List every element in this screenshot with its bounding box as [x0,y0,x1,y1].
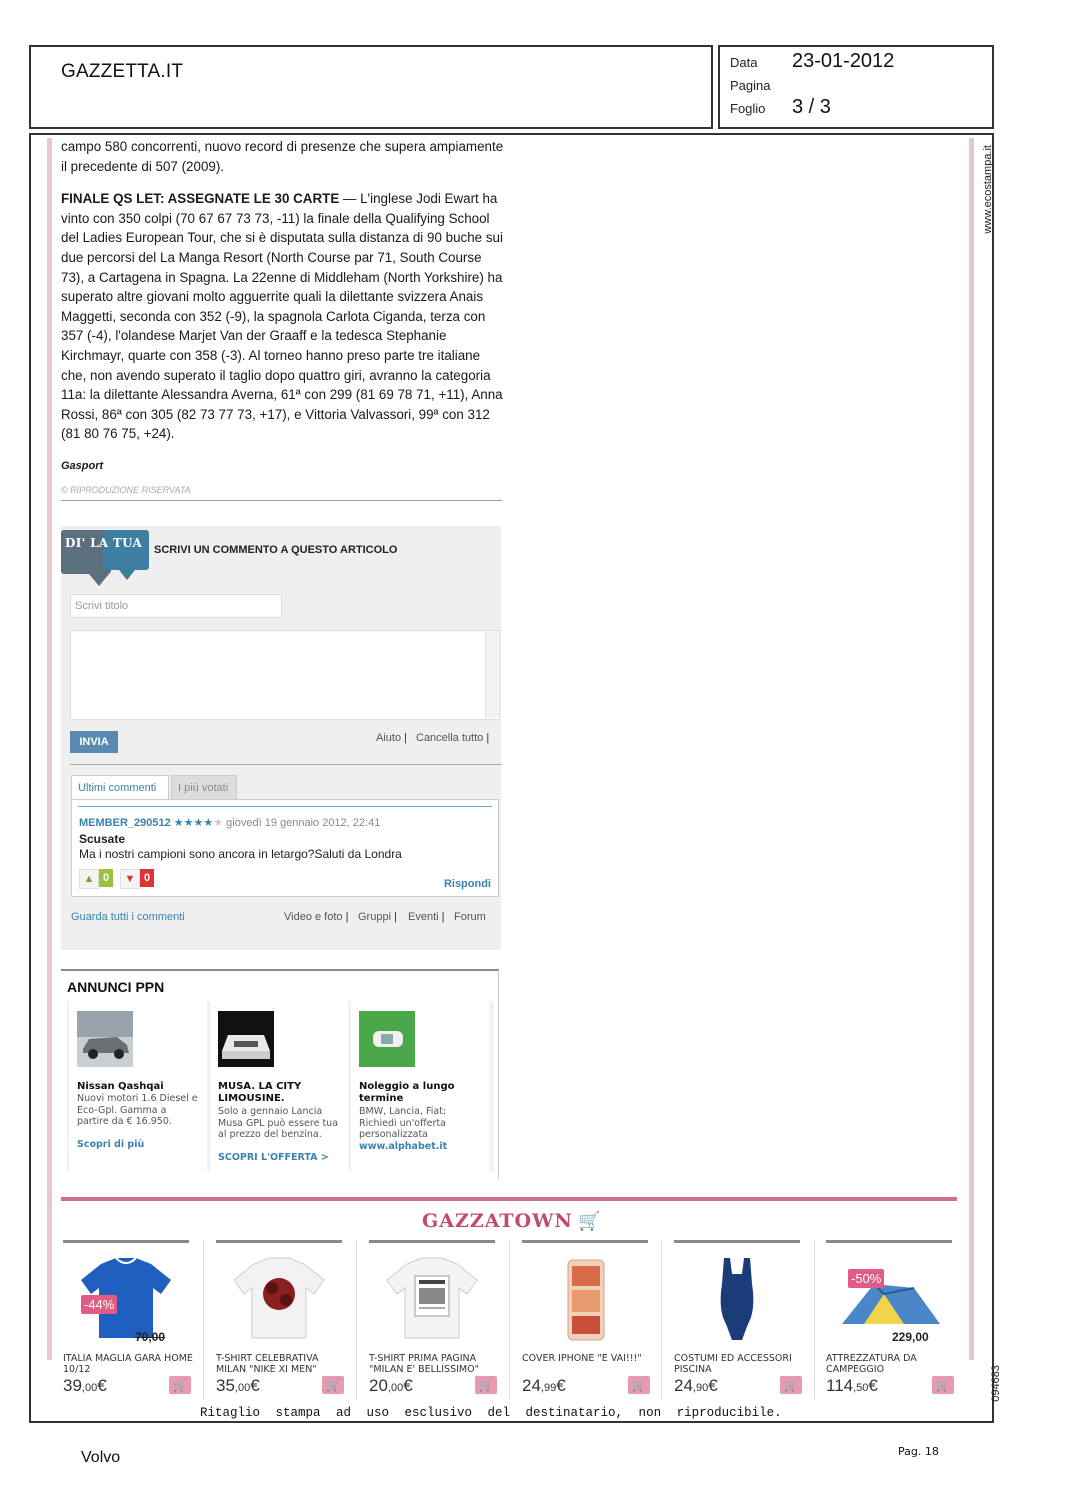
product-name[interactable]: COVER IPHONE "E VAI!!!" [522,1353,642,1364]
data-value: 23-01-2012 [792,50,895,72]
footer-page-number: Pag. 18 [898,1445,939,1458]
comment-title: Scusate [79,832,126,846]
comment-panel-line [78,806,492,807]
price-whole: 39 [63,1376,82,1395]
add-to-cart-icon[interactable]: 🛒 [780,1376,802,1394]
textarea-scrollbar[interactable] [485,632,498,718]
comment-author[interactable]: MEMBER_290512 [79,817,171,829]
comment-title-input[interactable]: Scrivi titolo [70,594,282,618]
swimsuit-image[interactable] [682,1254,792,1344]
pink-border-right [969,138,974,1360]
article-divider [61,500,502,501]
ad-item[interactable] [210,1001,348,1171]
thumbs-up-icon[interactable]: ▲ [79,869,99,889]
product-price [369,1376,413,1396]
rating-stars-icon: ★★★★ [173,817,214,829]
tab-top-voted[interactable]: I più votati [171,775,237,799]
product-price [522,1376,566,1396]
product-separator [814,1240,815,1400]
product-card[interactable] [824,1240,960,1400]
article-heading: FINALE QS LET: ASSEGNATE LE 30 CARTE [61,191,340,207]
product-name[interactable]: T-SHIRT PRIMA PAGINA "MILAN E' BELLISSIMO" [369,1353,479,1375]
product-separator [356,1240,357,1400]
price-currency: € [250,1376,260,1395]
price-currency: € [868,1376,878,1395]
price-currency: € [97,1376,107,1395]
votes-up-count: 0 [99,869,113,887]
foglio-label: Foglio [730,101,766,116]
price-whole: 24 [674,1376,693,1395]
article-source: Gasport [61,459,104,472]
ad-link[interactable]: www.alphabet.it [359,1141,448,1152]
product-card[interactable] [520,1240,656,1400]
gazzatown-divider [61,1197,957,1201]
comment-divider [70,764,502,765]
comment-box-title: SCRIVI UN COMMENTO A QUESTO ARTICOLO [154,544,398,556]
link-video-foto[interactable]: Video e foto | [284,911,349,923]
discount-badge-label: -44% [81,1295,117,1314]
link-forum-label[interactable]: Forum [454,911,486,923]
product-separator [509,1240,510,1400]
product-name[interactable]: ITALIA MAGLIA GARA HOME 10/12 [63,1353,193,1375]
pink-border-left [47,138,52,1360]
product-card[interactable] [214,1240,350,1400]
product-separator [661,1240,662,1400]
footer-client: Volvo [81,1449,121,1466]
link-video-foto-label[interactable]: Video e foto [284,911,343,923]
votes-down-count: 0 [140,869,154,887]
price-currency: € [708,1376,718,1395]
link-gruppi[interactable]: Gruppi | [358,911,397,923]
ads-box [61,969,499,1179]
comment-body-textarea[interactable] [70,630,500,720]
ad-headline[interactable]: MUSA. LA CITY LIMOUSINE. [218,1081,302,1104]
ad-headline[interactable]: Nissan Qashqai [77,1081,164,1092]
product-bar [369,1240,495,1243]
gazzatown-logo[interactable]: GAZZATOWN [422,1210,573,1232]
product-bar [826,1240,952,1243]
ad-body: BMW, Lancia, Fiat: Richiedi un'offerta personalizzata [359,1106,447,1140]
product-bar [63,1240,189,1243]
product-name[interactable]: COSTUMI ED ACCESSORI PISCINA [674,1353,792,1375]
car-suv-image[interactable] [77,1011,133,1067]
help-link[interactable]: Aiuto | [376,732,407,744]
old-price: 229,00 [892,1330,929,1344]
speech-bubble-tail-2 [119,570,135,580]
speech-bubble-tail [89,574,109,586]
price-cents: ,99 [540,1382,557,1394]
product-separator [203,1240,204,1400]
shopping-cart-icon[interactable]: 🛒 [578,1211,601,1231]
link-eventi-label[interactable]: Eventi [408,911,439,923]
price-currency: € [556,1376,566,1395]
add-to-cart-icon[interactable]: 🛒 [628,1376,650,1394]
price-cents: ,00 [387,1382,404,1394]
comment-panel [71,799,499,897]
rating-star-empty-icon: ★ [213,817,224,829]
article-paragraph [61,189,506,444]
ad-body: Nuovi motori 1.6 Diesel e Eco-Gpl. Gamma a partire da € 16.950. [77,1093,198,1127]
product-name[interactable]: ATTREZZATURA DA CAMPEGGIO [826,1353,917,1375]
product-price [826,1376,878,1396]
add-to-cart-icon[interactable]: 🛒 [169,1376,191,1394]
tshirt-image[interactable] [224,1254,334,1344]
ad-link[interactable]: Scopri di più [77,1139,145,1150]
disclaimer: Ritaglio stampa ad uso esclusivo del destinatario, non riproducibile. [200,1406,782,1420]
sidebar-code: 094683 [990,1365,1002,1402]
see-all-comments-link[interactable]: Guarda tutti i commenti [71,911,185,923]
product-name[interactable]: T-SHIRT CELEBRATIVA MILAN "NIKE XI MEN" [216,1353,319,1375]
product-price [216,1376,260,1396]
publication-name: GAZZETTA.IT [61,61,184,82]
comment-date: giovedì 19 gennaio 2012, 22:41 [226,817,381,829]
help-link-label[interactable]: Aiuto [376,732,402,744]
product-bar [216,1240,342,1243]
ads-area [67,1001,494,1171]
thumbs-down-icon[interactable]: ▼ [120,869,140,889]
article-body: — L'inglese Jodi Ewart ha vinto con 350 colpi (70 67 67 73 73, -11) la finale della Qualifying School del Ladies European Tour, che si è disputata sulla distanza di 90 buche sui due percorsi del La Manga Resort (North Course par 71, South Course 73), a Cartagena in Spagna. La 22enne di Middleham (North Yorkshire) ha superato altre giovani molto agguerrite quali la dilettante svizzera Anais Maggetti, seconda con 352 (-9), la spagnola Carlota Ciganda, terza con 357 (-4), l'olandese Marjet Van der Graaff e la tedesca Stephanie Kirchmayr, quarte con 358 (-3). Al torneo hanno preso parte tre italiane che, non avendo superato il taglio dopo quattro giri, avranno la categoria 11a: la dilettante Alessandra Averna, 61ª con 299 (81 69 78 71, +11), Anna Rossi, 86ª con 305 (82 73 77 73, +17), e Vittoria Valvassori, 99ª con 312 (81 80 76 75, +24). [61,191,503,442]
comment-meta [79,816,380,829]
price-whole: 114 [826,1376,854,1395]
product-card[interactable] [61,1240,197,1400]
ad-item[interactable] [351,1001,489,1171]
article-text [61,137,506,500]
header-meta-box [718,45,994,129]
link-eventi[interactable]: Eventi | [408,911,445,923]
price-whole: 20 [369,1376,388,1395]
price-whole: 24 [522,1376,541,1395]
old-price: 70,00 [135,1330,166,1344]
discount-badge [81,1296,117,1314]
product-card[interactable] [672,1240,808,1400]
ads-title: ANNUNCI PPN [67,979,165,995]
tshirt-newspaper-image[interactable] [377,1254,487,1344]
car-top-view-image[interactable] [359,1011,415,1067]
submit-button[interactable]: INVIA [70,731,118,753]
add-to-cart-icon[interactable]: 🛒 [322,1376,344,1394]
link-gruppi-label[interactable]: Gruppi [358,911,392,923]
article-intro: campo 580 concorrenti, nuovo record di presenze che supera ampiamente il precedente di 507 (2009). [61,139,504,174]
reply-link[interactable]: Rispondi [443,878,491,890]
ad-link[interactable]: SCOPRI L'OFFERTA > [218,1152,329,1163]
price-whole: 35 [216,1376,235,1395]
sidebar-url: www.ecostampa.it [982,145,994,234]
comment-text: Ma i nostri campioni sono ancora in letargo?Saluti da Londra [79,847,402,861]
price-cents: ,00 [234,1382,251,1394]
foglio-value: 3 / 3 [792,96,831,118]
tab-latest-comments[interactable]: Ultimi commenti [71,775,169,799]
product-card[interactable] [367,1240,503,1400]
comment-box [61,526,501,950]
discount-badge-label: -50% [848,1269,884,1288]
product-price [674,1376,718,1396]
article-copyright: © RIPRODUZIONE RISERVATA [61,484,191,495]
phone-cover-image[interactable] [530,1254,640,1344]
product-price [63,1376,107,1396]
link-forum[interactable] [454,911,486,923]
ad-body: Solo a gennaio Lancia Musa GPL può essere tua al prezzo del benzina. [218,1106,339,1140]
price-cents: ,90 [692,1382,709,1394]
ad-headline[interactable]: Noleggio a lungo termine [359,1081,455,1104]
price-currency: € [403,1376,413,1395]
pagina-label: Pagina [730,78,771,93]
discount-badge [848,1270,884,1288]
header-publication-box [29,45,713,129]
dila-tua-badge: DI' LA TUA [65,536,143,550]
add-to-cart-icon[interactable]: 🛒 [932,1376,954,1394]
clear-link[interactable]: Cancella tutto | [416,732,490,744]
product-bar [522,1240,648,1243]
ad-item[interactable] [69,1001,207,1171]
car-front-image[interactable] [218,1011,274,1067]
price-cents: ,00 [81,1382,98,1394]
data-label: Data [730,55,758,70]
price-cents: ,50 [853,1382,869,1394]
add-to-cart-icon[interactable]: 🛒 [475,1376,497,1394]
product-bar [674,1240,800,1243]
clear-link-label[interactable]: Cancella tutto [416,732,484,744]
